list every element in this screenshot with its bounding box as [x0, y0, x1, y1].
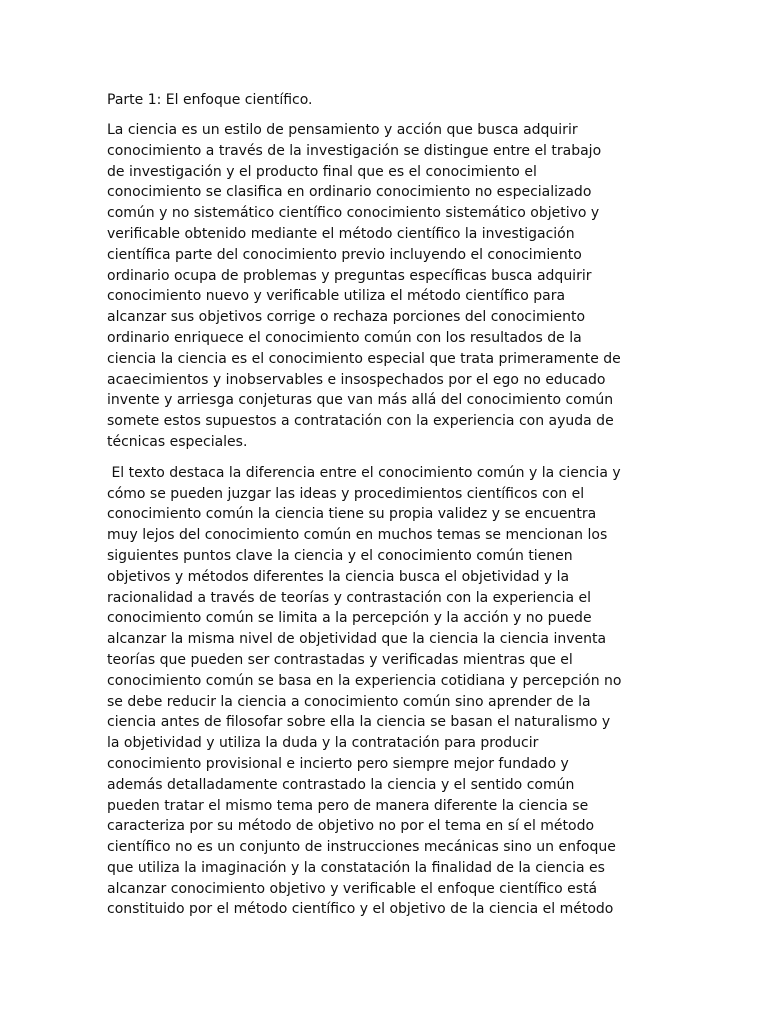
paragraph-line: conocimiento a través de la investigación se distingue entre el trabajo	[107, 142, 602, 159]
paragraph-line: además detalladamente contrastado la ciencia y el sentido común	[107, 776, 575, 793]
paragraph-1	[107, 120, 667, 453]
paragraph-line: común y no sistemático científico conocimiento sistemático objetivo y	[107, 205, 600, 222]
paragraph-line: acaecimientos y inobservables e insospechados por el ego no educado	[107, 371, 606, 388]
paragraph-line: invente y arriesga conjeturas que van más allá del conocimiento común	[107, 392, 614, 409]
paragraph-line: científica parte del conocimiento previo incluyendo el conocimiento	[107, 246, 582, 263]
paragraph-line: conocimiento provisional e incierto pero siempre mejor fundado y	[107, 755, 569, 772]
paragraph-line: de investigación y el producto final que es el conocimiento el	[107, 163, 537, 180]
paragraph-line: objetivos y métodos diferentes la ciencia busca el objetividad y la	[107, 568, 570, 585]
paragraph-line: alcanzar la misma nivel de objetividad que la ciencia la ciencia inventa	[107, 631, 607, 648]
paragraph-line: cómo se pueden juzgar las ideas y procedimientos científicos con el	[107, 485, 585, 502]
paragraph-line: pueden tratar el mismo tema pero de manera diferente la ciencia se	[107, 797, 589, 814]
paragraph-line: ordinario enriquece el conocimiento común con los resultados de la	[107, 329, 582, 346]
paragraph-line: ciencia la ciencia es el conocimiento especial que trata primeramente de	[107, 350, 621, 367]
paragraph-line: ordinario ocupa de problemas y preguntas específicas busca adquirir	[107, 267, 592, 284]
paragraph-line: El texto destaca la diferencia entre el conocimiento común y la ciencia y	[107, 464, 621, 481]
paragraph-line: racionalidad a través de teorías y contrastación con la experiencia el	[107, 589, 592, 606]
paragraph-line: teorías que pueden ser contrastadas y verificadas mientras que el	[107, 651, 573, 668]
section-heading: Parte 1: El enfoque científico.	[107, 92, 313, 108]
document-page	[107, 90, 667, 930]
paragraph-line: siguientes puntos clave la ciencia y el conocimiento común tienen	[107, 547, 573, 564]
paragraph-line: conocimiento común la ciencia tiene su propia validez y se encuentra	[107, 506, 597, 523]
paragraph-line: muy lejos del conocimiento común en muchos temas se mencionan los	[107, 527, 608, 544]
paragraph-line: verificable obtenido mediante el método científico la investigación	[107, 225, 575, 242]
paragraph-line: alcanzar sus objetivos corrige o rechaza porciones del conocimiento	[107, 309, 586, 326]
paragraph-line: la objetividad y utiliza la duda y la contratación para producir	[107, 735, 539, 752]
paragraph-line: que utiliza la imaginación y la constatación la finalidad de la ciencia es	[107, 859, 605, 876]
paragraph-line: conocimiento nuevo y verificable utiliza el método científico para	[107, 288, 566, 305]
paragraph-line: conocimiento se clasifica en ordinario conocimiento no especializado	[107, 184, 592, 201]
paragraph-line: conocimiento común se basa en la experiencia cotidiana y percepción no	[107, 672, 622, 689]
paragraph-line: constituido por el método científico y el objetivo de la ciencia el método	[107, 901, 614, 918]
paragraph-line: caracteriza por su método de objetivo no por el tema en sí el método	[107, 818, 595, 835]
paragraph-2	[107, 463, 667, 921]
paragraph-line: alcanzar conocimiento objetivo y verificable el enfoque científico está	[107, 880, 598, 897]
paragraph-line: técnicas especiales.	[107, 433, 248, 450]
paragraph-line: La ciencia es un estilo de pensamiento y acción que busca adquirir	[107, 122, 578, 138]
paragraph-line: somete estos supuestos a contratación con la experiencia con ayuda de	[107, 413, 614, 430]
paragraph-line: científico no es un conjunto de instrucciones mecánicas sino un enfoque	[107, 839, 616, 856]
paragraph-line: conocimiento común se limita a la percepción y la acción y no puede	[107, 610, 592, 627]
paragraph-line: se debe reducir la ciencia a conocimiento común sino aprender de la	[107, 693, 591, 710]
paragraph-line: ciencia antes de filosofar sobre ella la ciencia se basan el naturalismo y	[107, 714, 611, 731]
